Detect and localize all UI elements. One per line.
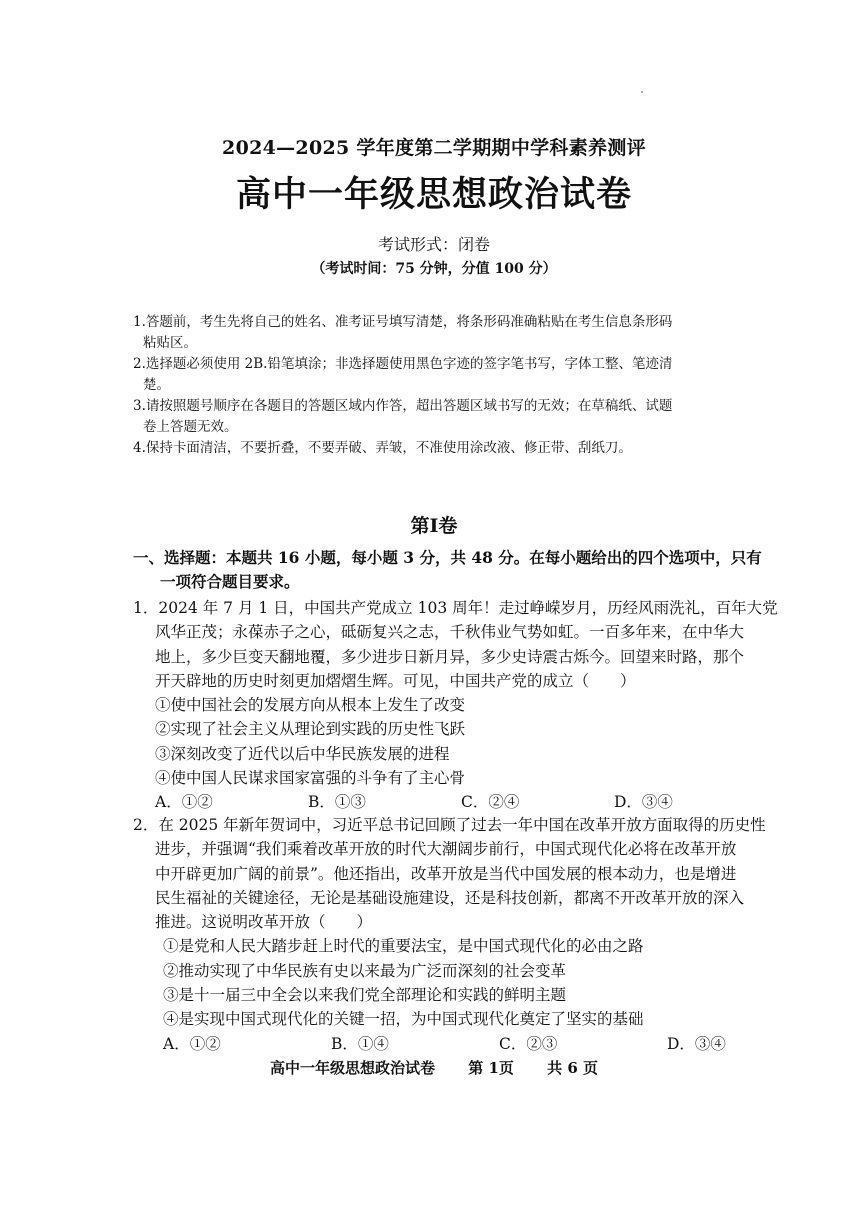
q2-options	[133, 1032, 753, 1056]
q2-statement-1: ①是党和人民大踏步赶上时代的重要法宝，是中国式现代化的必由之路	[163, 937, 644, 956]
q1-option-c: C．②④	[461, 793, 520, 812]
q2-stem-line-4: 民生福祉的关键途径，无论是基础设施建设，还是科技创新，都离不开改革开放的深入	[155, 888, 745, 907]
q2-statement-4: ④是实现中国式现代化的关键一招，为中国式现代化奠定了坚实的基础	[163, 1010, 644, 1029]
note-3: 3.请按照题号顺序在各题目的答题区域内作答，超出答题区域书写的无效；在草稿纸、试题	[133, 398, 673, 414]
q2-stem-line-3: 中开辟更加广阔的前景”。他还指出，改革开放是当代中国发展的根本动力，也是增进	[155, 864, 737, 883]
q2-option-c: C．②③	[499, 1034, 558, 1053]
instructions-line-2: 一项符合题目要求。	[160, 572, 300, 591]
q1-statement-2: ②实现了社会主义从理论到实践的历史性飞跃	[155, 720, 466, 739]
q1-statement-3: ③深刻改变了近代以后中华民族发展的进程	[155, 744, 450, 763]
instructions-line-1: 一、选择题：本题共 16 小题，每小题 3 分，共 48 分。在每小题给出的四个选项中，只有	[133, 548, 762, 567]
q2-option-b: B．①④	[331, 1034, 389, 1053]
exam-title: 高中一年级思想政治试卷	[235, 174, 632, 215]
note-1-cont: 粘贴区。	[143, 335, 197, 351]
section-instructions	[133, 546, 762, 594]
exam-time: （考试时间：75 分钟，分值 100 分）	[311, 261, 557, 277]
q2-stem-line-5: 推进。这说明改革开放（ ）	[155, 913, 373, 932]
scan-speck	[641, 91, 643, 93]
footer-exam-name: 高中一年级思想政治试卷	[269, 1059, 435, 1077]
q2-statement-2: ②推动实现了中华民族有史以来最为广泛而深刻的社会变革	[163, 961, 567, 980]
q1-options	[133, 790, 753, 814]
note-3-cont: 卷上答题无效。	[143, 419, 238, 435]
section-title: 第Ⅰ卷	[410, 515, 458, 537]
exam-subtitle: 2024—2025 学年度第二学期期中学科素养测评	[222, 137, 646, 159]
note-2: 2.选择题必须使用 2B.铅笔填涂；非选择题使用黑色字迹的签字笔书写，字体工整、笔迹清	[133, 356, 673, 372]
q1-option-d: D．③④	[614, 793, 673, 812]
footer-total-pages: 共 6 页	[547, 1059, 599, 1077]
q2-option-d: D．③④	[667, 1034, 726, 1053]
question-1	[133, 596, 778, 815]
q1-stem-line-3: 地上，多少巨变天翻地覆，多少进步日新月异，多少史诗震古烁今。回望来时路，那个	[155, 647, 745, 666]
q1-statement-4: ④使中国人民谋求国家富强的斗争有了主心骨	[155, 769, 466, 788]
note-1: 1.答题前，考生先将自己的姓名、准考证号填写清楚，将条形码准确粘贴在考生信息条形码	[133, 314, 673, 330]
question-2	[133, 813, 766, 1056]
q2-stem-line-2: 进步，并强调“我们乘着改革开放的时代大潮阔步前行，中国式现代化必将在改革开放	[155, 840, 737, 859]
q2-statement-3: ③是十一届三中全会以来我们党全部理论和实践的鲜明主题	[163, 986, 567, 1005]
footer-page-number: 第 1页	[468, 1059, 514, 1077]
note-4: 4.保持卡面清洁，不要折叠，不要弄破、弄皱，不准使用涂改液、修正带、刮纸刀。	[133, 440, 632, 456]
q1-stem-line-4: 开天辟地的历史时刻更加熠熠生辉。可见，中国共产党的成立（ ）	[155, 671, 636, 690]
exam-notes	[133, 312, 743, 459]
q2-option-a: A．①②	[163, 1034, 221, 1053]
q1-option-a: A．①②	[155, 793, 213, 812]
note-2-cont: 楚。	[143, 377, 170, 393]
q1-statement-1: ①使中国社会的发展方向从根本上发生了改变	[155, 696, 466, 715]
q2-stem-line-1: 2．在 2025 年新年贺词中，习近平总书记回顾了过去一年中国在改革开放方面取得的历史性	[133, 816, 766, 834]
page-footer	[0, 1057, 868, 1078]
exam-form: 考试形式：闭卷	[377, 235, 490, 254]
q1-stem-line-2: 风华正茂；永葆赤子之心，砥砺复兴之志，千秋伟业气势如虹。一百多年来，在中华大	[155, 623, 745, 642]
q1-option-b: B．①③	[308, 793, 366, 812]
q1-stem-line-1: 1．2024 年 7 月 1 日，中国共产党成立 103 周年！走过峥嵘岁月，历经风雨洗礼，百年大党	[133, 599, 778, 617]
